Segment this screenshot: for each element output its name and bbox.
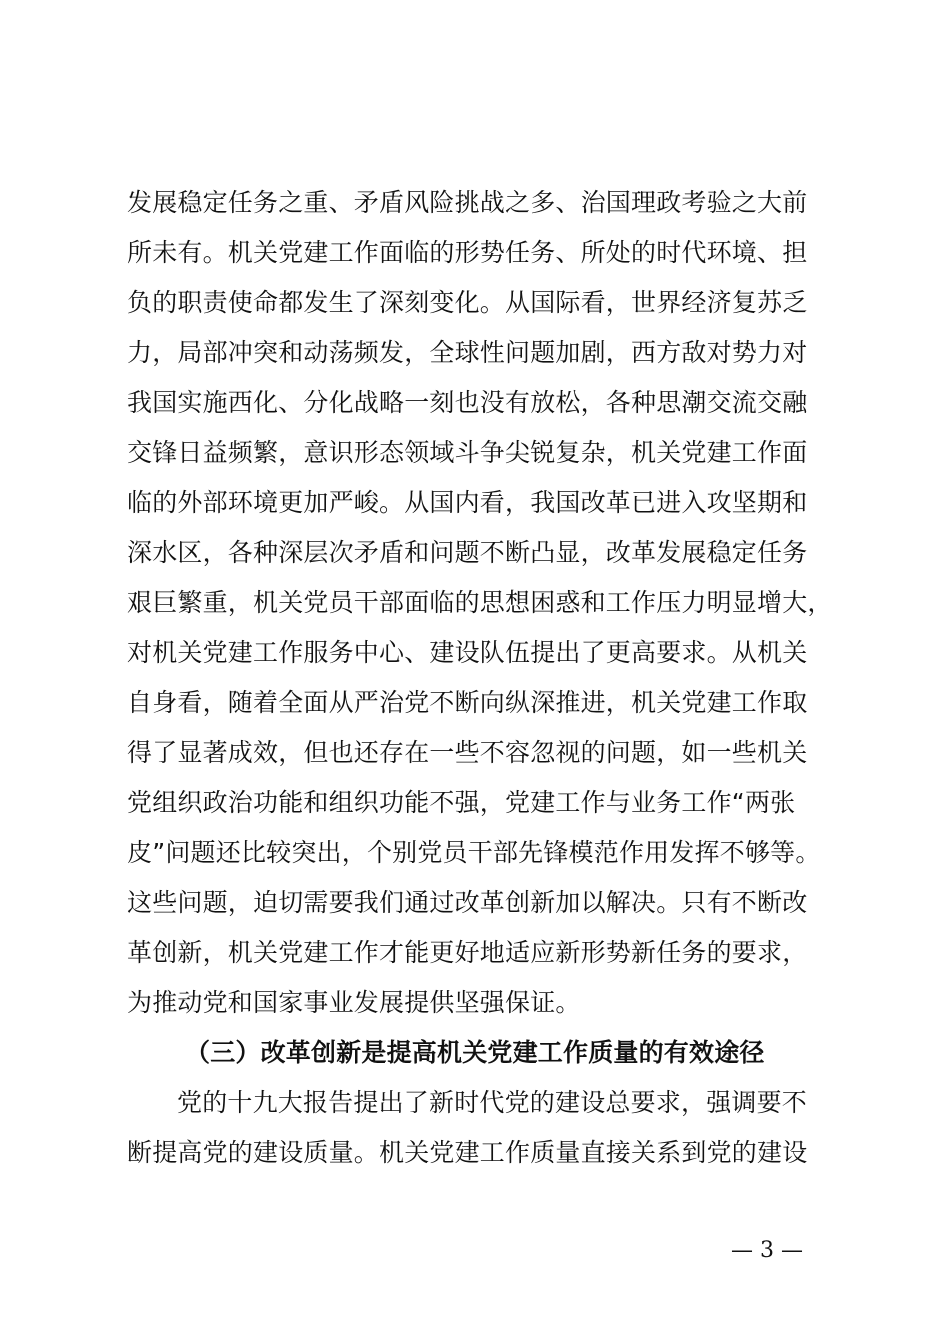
text-line: 临的外部环境更加严峻。从国内看，我国改革已进入攻坚期和 — [127, 488, 808, 517]
text-line: 对机关党建工作服务中心、建设队伍提出了更高要求。从机关 — [127, 638, 808, 667]
section-heading: （三）改革创新是提高机关党建工作质量的有效途径 — [185, 1038, 765, 1067]
text-line: 我国实施西化、分化战略一刻也没有放松，各种思潮交流交融 — [127, 388, 808, 417]
text-line: 发展稳定任务之重、矛盾风险挑战之多、治国理政考验之大前 — [127, 188, 808, 217]
text-line: 皮”问题还比较突出，个别党员干部先锋模范作用发挥不够等。 — [127, 838, 821, 867]
text-line: 负的职责使命都发生了深刻变化。从国际看，世界经济复苏乏 — [127, 288, 808, 317]
text-line: 党组织政治功能和组织功能不强，党建工作与业务工作“两张 — [127, 788, 796, 817]
text-line: 深水区，各种深层次矛盾和问题不断凸显，改革发展稳定任务 — [127, 538, 808, 567]
body-text — [127, 178, 847, 1178]
text-line: 这些问题，迫切需要我们通过改革创新加以解决。只有不断改 — [127, 888, 808, 917]
text-line: 革创新，机关党建工作才能更好地适应新形势新任务的要求， — [127, 938, 808, 967]
text-line: 自身看，随着全面从严治党不断向纵深推进，机关党建工作取 — [127, 688, 808, 717]
text-line: 力，局部冲突和动荡频发，全球性问题加剧，西方敌对势力对 — [127, 338, 808, 367]
text-line: 艰巨繁重，机关党员干部面临的思想困惑和工作压力明显增大， — [127, 588, 833, 617]
text-line: 交锋日益频繁，意识形态领域斗争尖锐复杂，机关党建工作面 — [127, 438, 808, 467]
page-number: — 3 — — [731, 1238, 803, 1263]
text-line: 所未有。机关党建工作面临的形势任务、所处的时代环境、担 — [127, 238, 808, 267]
text-line: 断提高党的建设质量。机关党建工作质量直接关系到党的建设 — [127, 1138, 808, 1167]
text-line: 得了显著成效，但也还存在一些不容忽视的问题，如一些机关 — [127, 738, 808, 767]
text-line: 为推动党和国家事业发展提供坚强保证。 — [127, 988, 581, 1017]
paragraph-first-line: 党的十九大报告提出了新时代党的建设总要求，强调要不 — [177, 1088, 808, 1117]
